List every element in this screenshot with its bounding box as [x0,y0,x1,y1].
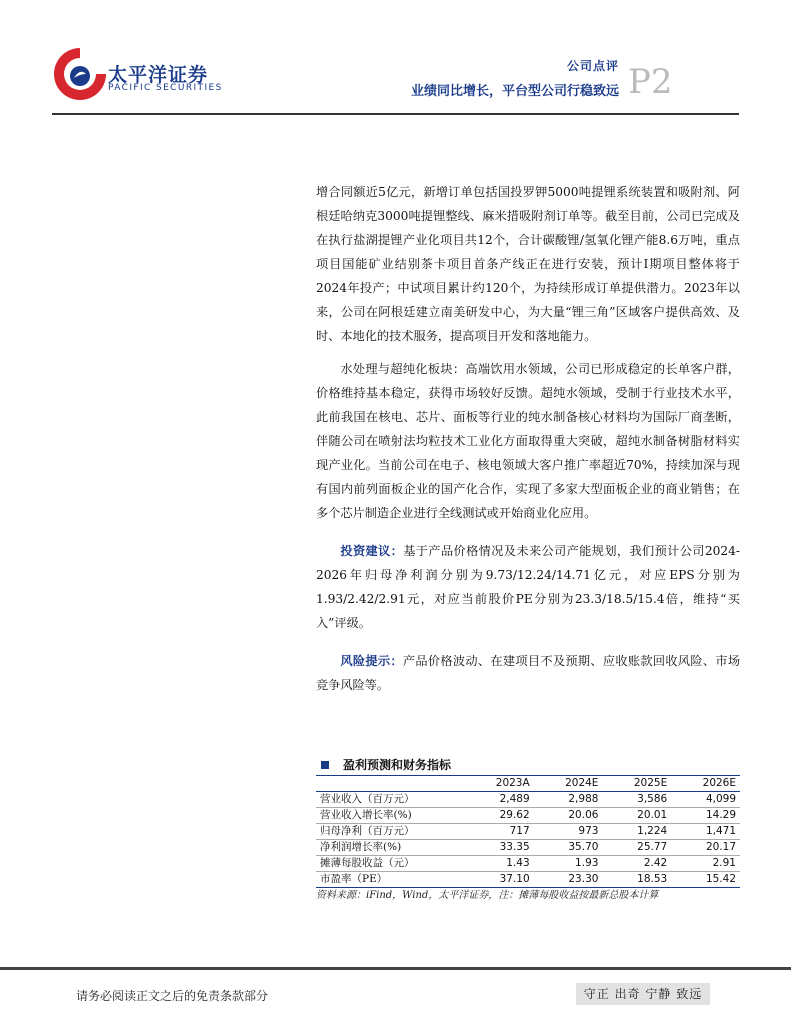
table-cell: 15.42 [705,873,736,885]
table-cell: 18.53 [637,873,668,885]
header-divider [52,113,739,115]
table-row [316,808,740,824]
paragraph-risk [316,649,740,697]
table-cell: 2.42 [643,857,668,869]
table-cell: 717 [509,825,530,837]
table-cell: 20.01 [637,809,668,821]
table-cell: 20.17 [705,841,736,853]
table-row [316,824,740,840]
brand-name-en: PACIFIC SECURITIES [108,83,223,93]
table-cell: 35.70 [568,841,599,853]
paragraph-water-treatment: 水处理与超纯化板块：高端饮用水领域，公司已形成稳定的长单客户群，价格维持基本稳定，获得市场较好反馈。超纯水领域，受制于行业技术水平，此前我国在核电、芯片、面板等行业的纯水制备核心材料均为国际厂商垄断，伴随公司在喷射法均粒技术工业化方面取得重大突破，超纯水制备树脂材料实现产业化。当前公司在电子、核电领域大客户推广率超近70%，持续加深与现有国内前列面板企业的国产化合作，实现了多家大型面板企业的商业销售；在多个芯片制造企业进行全线测试或开始商业化应用。 [316,362,740,520]
report-type-label: 公司点评 [566,59,619,73]
row-label: 摊薄每股收益（元） [320,857,415,869]
paragraph-investment [316,539,740,635]
page-number: P2 [628,62,673,102]
financial-forecast-table [316,775,740,888]
table-cell: 14.29 [705,809,736,821]
square-bullet-icon [321,761,329,769]
table-cell: 1,224 [637,825,668,837]
column-header: 2026E [702,777,736,789]
table-cell: 2,489 [499,793,530,805]
column-header: 2023A [495,777,530,789]
table-cell: 20.06 [568,809,599,821]
table-title [321,756,451,773]
table-header-blank [316,776,464,792]
column-header: 2024E [565,777,599,789]
table-cell: 1.93 [575,857,599,869]
table-title-text: 盈利预测和财务指标 [343,758,452,772]
table-cell: 2,988 [568,793,599,805]
table-source-note: 资料来源：iFind，Wind，太平洋证券，注：摊薄每股收益按最新总股本计算 [316,890,659,901]
row-label: 营业收入增长率(%) [320,809,412,821]
table-cell: 1,471 [705,825,736,837]
row-label: 净利润增长率(%) [320,841,402,853]
table-row [316,856,740,872]
report-body [316,180,740,706]
row-label: 市盈率（PE） [320,873,388,885]
table-cell: 3,586 [637,793,668,805]
table-cell: 2.91 [712,857,736,869]
table-cell: 29.62 [499,809,530,821]
table-cell: 4,099 [705,793,736,805]
footer-disclaimer: 请务必阅读正文之后的免责条款部分 [76,989,269,1003]
row-label: 归母净利（百万元） [320,825,415,837]
pacific-securities-logo-icon [50,44,110,104]
table-cell: 973 [578,825,599,837]
table-cell: 23.30 [568,873,599,885]
paragraph-lithium: 增合同额近5亿元，新增订单包括国投罗钾5000吨提锂系统装置和吸附剂、阿根廷哈纳克3000吨提锂整线、麻米措吸附剂订单等。截至目前，公司已完成及在执行盐湖提锂产业化项目共12个，合计碳酸锂/氢氧化锂产能8.6万吨，重点项目国能矿业结别茶卡项目首条产线正在进行安装，预计I期项目整体将于2024年投产；中试项目累计约120个，为持续形成订单提供潜力。2023年以来，公司在阿根廷建立南美研发中心，为大量“锂三角”区域客户提供高效、及时、本地化的技术服务，提高项目开发和落地能力。 [316,185,740,343]
page-title: 业绩同比增长，平台型公司行稳致远 [410,84,619,99]
table-row [316,792,740,808]
table-cell: 37.10 [499,873,530,885]
table-row [316,840,740,856]
table-header-row [316,776,740,792]
table-cell: 25.77 [637,841,668,853]
risk-warning-lead: 风险提示： [340,654,403,668]
column-header: 2025E [633,777,668,789]
investment-advice-lead: 投资建议： [340,544,404,558]
investment-advice-text: 基于产品价格情况及未来公司产能规划，我们预计公司2024-2026年归母净利润分别为9.73/12.24/14.71亿元，对应EPS分别为1.93/2.42/2.91元，对应当前股价PE分别为23.3/18.5/15.4倍，维持“买入”评级。 [316,544,740,630]
footer-divider [0,967,791,970]
risk-warning-text: 产品价格波动、在建项目不及预期、应收账款回收风险、市场竞争风险等。 [316,654,741,692]
row-label: 营业收入（百万元） [320,793,415,805]
table-cell: 1.43 [506,857,530,869]
table-cell: 33.35 [499,841,530,853]
brand-name-cn: 太平洋证券 [108,64,209,86]
footer-slogan: 守正 出奇 宁静 致远 [576,983,710,1005]
